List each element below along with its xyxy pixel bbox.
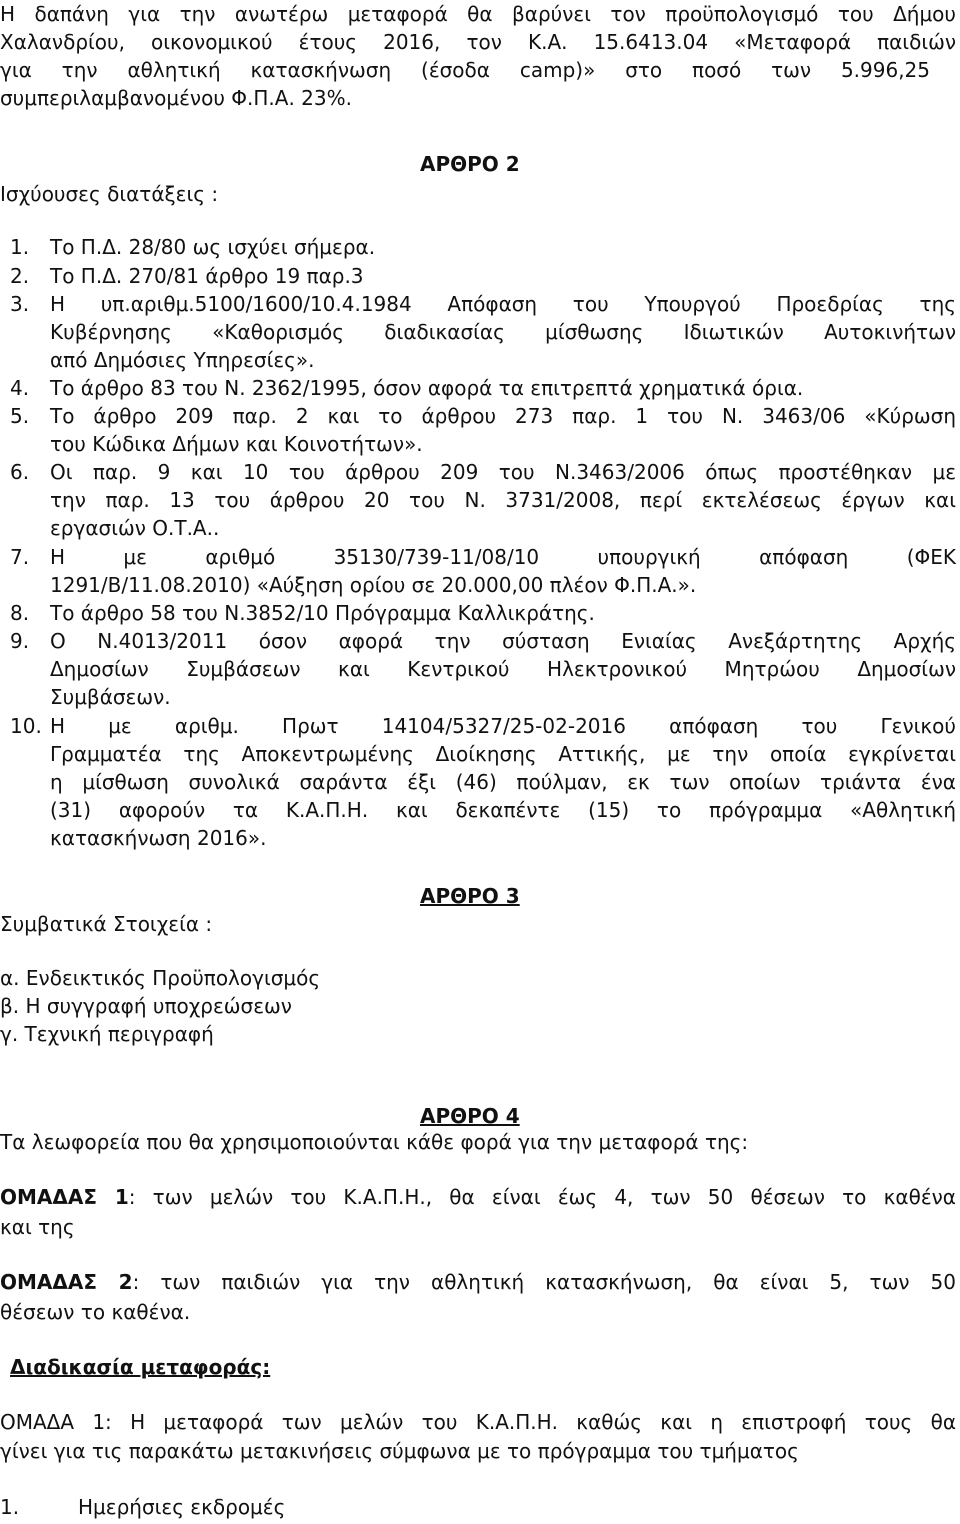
list-number: 6. (10, 460, 30, 484)
list-item: 1291/Β/11.08.2010) «Αύξηση ορίου σε 20.000,00 πλέον Φ.Π.Α.». (50, 573, 697, 597)
list-number: 4. (10, 376, 30, 400)
list-item: Το Π.Δ. 28/80 ως ισχύει σήμερα. (50, 235, 376, 259)
list-item: Το άρθρο 209 παρ. 2 και το άρθρου 273 παρ. 1 του Ν. 3463/06 «Κύρωση (50, 404, 956, 428)
list-number: 9. (10, 629, 30, 653)
procedure-line: γίνει για τις παρακάτω μετακινήσεις σύμφωνα με το πρόγραμμα του τμήματος (0, 1439, 799, 1463)
list-item: Γραμματέα της Αποκεντρωμένης Διοίκησης Αττικής, με την οποία εγκρίνεται (50, 742, 956, 766)
list-item: γ. Τεχνική περιγραφή (0, 1022, 214, 1046)
list-number: 2. (10, 264, 30, 288)
article-4-heading: ΑΡΘΡΟ 4 (420, 1104, 520, 1128)
list-item: Η με αριθμ. Πρωτ 14104/5327/25-02-2016 απόφαση του Γενικού (50, 714, 956, 738)
list-item: Η υπ.αριθμ.5100/1600/10.4.1984 Απόφαση του Υπουργού Προεδρίας της (50, 292, 956, 316)
list-item: Το Π.Δ. 270/81 άρθρο 19 παρ.3 (50, 264, 364, 288)
intro-line: Η δαπάνη για την ανωτέρω μεταφορά θα βαρύνει τον προϋπολογισμό του Δήμου (0, 2, 956, 26)
procedure-line: ΟΜΑΔΑ 1: Η μεταφορά των μελών του Κ.Α.Π.Η. καθώς και η επιστροφή τους θα (0, 1410, 956, 1434)
list-item: Η με αριθμό 35130/739-11/08/10 υπουργική απόφαση (ΦΕΚ (50, 545, 956, 569)
intro-line: συμπεριλαμβανομένου Φ.Π.Α. 23%. (0, 86, 352, 110)
list-item: Ημερήσιες εκδρομές (78, 1495, 286, 1519)
list-number: 10. (10, 714, 42, 738)
intro-line: για την αθλητική κατασκήνωση (έσοδα camp)» στο ποσό των 5.996,25 (0, 58, 930, 82)
list-item: κατασκήνωση 2016». (50, 826, 267, 850)
group-1-label: ΟΜΑΔΑΣ 1 (0, 1185, 129, 1209)
article-3-label: Συμβατικά Στοιχεία : (0, 912, 213, 936)
list-number: 3. (10, 292, 30, 316)
list-item: Ο Ν.4013/2011 όσον αφορά την σύσταση Ενιαίας Ανεξάρτητης Αρχής (50, 629, 956, 653)
list-item: Οι παρ. 9 και 10 του άρθρου 209 του Ν.3463/2006 όπως προστέθηκαν με (50, 460, 956, 484)
list-item: α. Ενδεικτικός Προϋπολογισμός (0, 966, 321, 990)
list-item: εργασιών Ο.Τ.Α.. (50, 516, 220, 540)
list-item: Το άρθρο 58 του Ν.3852/10 Πρόγραμμα Καλλικράτης. (50, 601, 595, 625)
article-2-heading: ΑΡΘΡΟ 2 (420, 152, 520, 176)
group-2-line (0, 1268, 956, 1296)
list-item: του Κώδικα Δήμων και Κοινοτήτων». (50, 432, 423, 456)
article-4-intro: Τα λεωφορεία που θα χρησιμοποιούνται κάθε φορά για την μεταφορά της: (0, 1130, 749, 1154)
group-2-text: : των παιδιών για την αθλητική κατασκήνωση, θα είναι 5, των 50 (132, 1270, 956, 1294)
list-number: 8. (10, 601, 30, 625)
list-item: Κυβέρνησης «Καθορισμός διαδικασίας μίσθωσης Ιδιωτικών Αυτοκινήτων (50, 320, 956, 344)
group-2-line: θέσεων το καθένα. (0, 1300, 191, 1324)
procedure-heading: Διαδικασία μεταφοράς: (10, 1355, 271, 1379)
list-item: από Δημόσιες Υπηρεσίες». (50, 348, 315, 372)
list-item: η μίσθωση συνολικά σαράντα έξι (46) πούλμαν, εκ των οποίων τριάντα ένα (50, 770, 956, 794)
article-3-heading: ΑΡΘΡΟ 3 (420, 884, 520, 908)
list-item: την παρ. 13 του άρθρου 20 του Ν. 3731/2008, περί εκτελέσεως έργων και (50, 488, 956, 512)
list-item: β. Η συγγραφή υποχρεώσεων (0, 994, 292, 1018)
list-item: Συμβάσεων. (50, 685, 171, 709)
intro-line: Χαλανδρίου, οικονομικού έτους 2016, τον Κ.Α. 15.6413.04 «Μεταφορά παιδιών (0, 30, 956, 54)
list-item: Δημοσίων Συμβάσεων και Κεντρικού Ηλεκτρονικού Μητρώου Δημοσίων (50, 657, 956, 681)
group-2-label: ΟΜΑΔΑΣ 2 (0, 1270, 133, 1294)
list-number: 1. (0, 1495, 20, 1519)
article-2-label: Ισχύουσες διατάξεις : (0, 182, 219, 206)
list-item: (31) αφορούν τα Κ.Α.Π.Η. και δεκαπέντε (15) το πρόγραμμα «Αθλητική (50, 798, 956, 822)
group-1-line: και της (0, 1215, 75, 1239)
group-1-line (0, 1183, 956, 1211)
list-number: 7. (10, 545, 30, 569)
list-number: 1. (10, 235, 30, 259)
list-number: 5. (10, 404, 30, 428)
group-1-text: : των μελών του Κ.Α.Π.Η., θα είναι έως 4, των 50 θέσεων το καθένα (128, 1185, 956, 1209)
list-item: Το άρθρο 83 του Ν. 2362/1995, όσον αφορά τα επιτρεπτά χρηματικά όρια. (50, 376, 804, 400)
